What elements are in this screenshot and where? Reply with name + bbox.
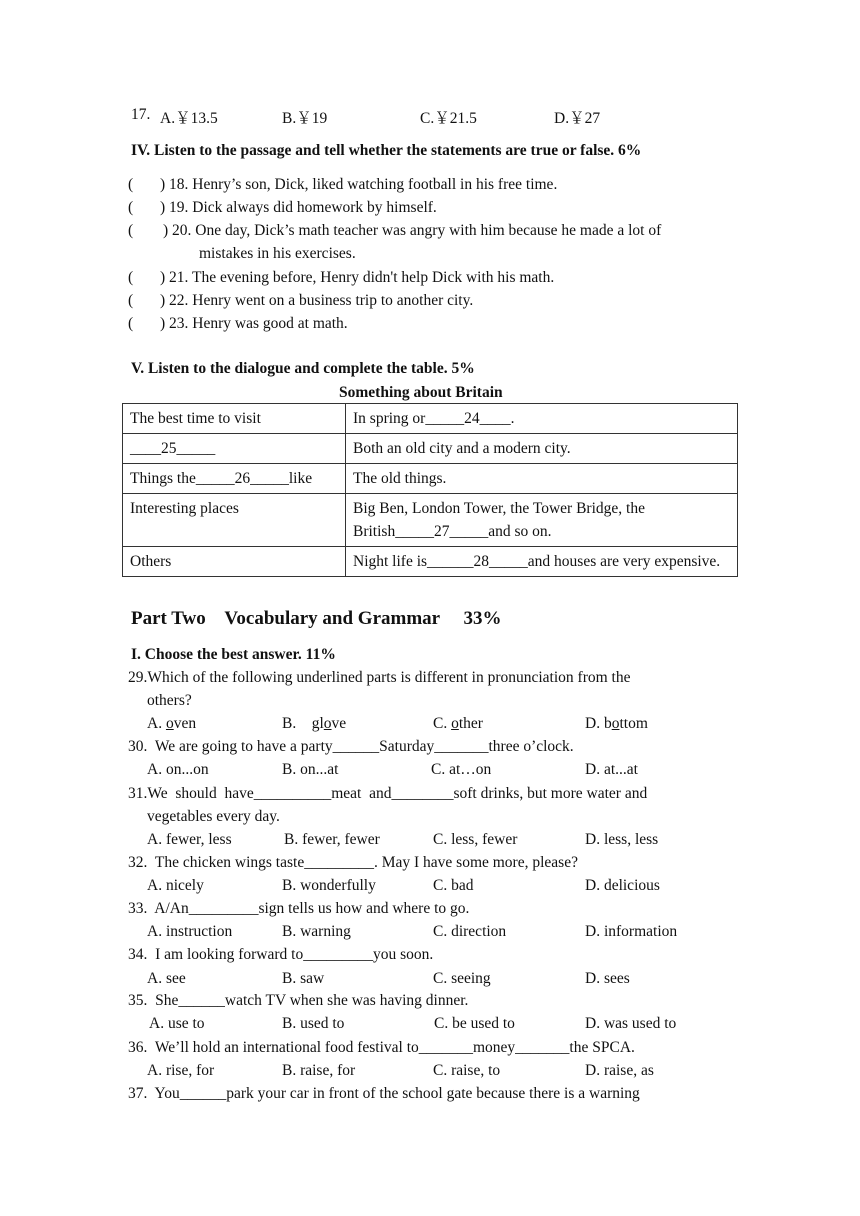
table-cell: Both an old city and a modern city. — [346, 434, 738, 464]
table-row — [123, 494, 738, 547]
britain-table — [122, 403, 738, 577]
q29-option-b: B. glove — [282, 715, 347, 732]
section-i-title: I. Choose the best answer. 11% — [131, 646, 336, 663]
tf-paren: ( — [128, 315, 134, 332]
q35-option-b: B. used to — [282, 1015, 345, 1032]
tf-item-18: ) 18. Henry’s son, Dick, liked watching football in his free time. — [160, 176, 558, 193]
question-31-cont: vegetables every day. — [147, 808, 280, 825]
table-row — [123, 404, 738, 434]
q36-option-b: B. raise, for — [282, 1062, 356, 1079]
table-title: Something about Britain — [339, 384, 503, 401]
table-cell: In spring or_____24____. — [346, 404, 738, 434]
question-30: 30. We are going to have a party______Saturday_______three o’clock. — [128, 738, 574, 755]
q33-option-a: A. instruction — [147, 923, 233, 940]
q17-option-d: D.￥27 — [554, 110, 601, 127]
question-29: 29.Which of the following underlined parts is different in pronunciation from the — [128, 669, 631, 686]
q34-option-a: A. see — [147, 970, 186, 987]
table-row — [123, 434, 738, 464]
table-cell: Night life is______28_____and houses are very expensive. — [346, 547, 738, 577]
q30-option-c: C. at…on — [431, 761, 492, 778]
section-v-title: V. Listen to the dialogue and complete the table. 5% — [131, 360, 475, 377]
q30-option-d: D. at...at — [585, 761, 638, 778]
table-cell: Things the_____26_____like — [123, 464, 346, 494]
q36-option-a: A. rise, for — [147, 1062, 215, 1079]
tf-item-23: ) 23. Henry was good at math. — [160, 315, 348, 332]
q34-option-d: D. sees — [585, 970, 630, 987]
tf-item-19: ) 19. Dick always did homework by himself. — [160, 199, 437, 216]
q30-option-a: A. on...on — [147, 761, 209, 778]
q36-option-d: D. raise, as — [585, 1062, 654, 1079]
q32-option-c: C. bad — [433, 877, 474, 894]
tf-paren: ( — [128, 176, 134, 193]
q33-option-b: B. warning — [282, 923, 351, 940]
question-36: 36. We’ll hold an international food festival to_______money_______the SPCA. — [128, 1039, 635, 1056]
q36-option-c: C. raise, to — [433, 1062, 501, 1079]
question-34: 34. I am looking forward to_________you soon. — [128, 946, 434, 963]
tf-item-20-cont: mistakes in his exercises. — [199, 245, 356, 262]
q32-option-a: A. nicely — [147, 877, 204, 894]
q31-option-a: A. fewer, less — [147, 831, 232, 848]
tf-paren: ( — [128, 222, 134, 239]
table-row — [123, 464, 738, 494]
tf-paren: ( — [128, 199, 134, 216]
q32-option-d: D. delicious — [585, 877, 660, 894]
table-cell: Big Ben, London Tower, the Tower Bridge, the British_____27_____and so on. — [346, 494, 738, 547]
tf-item-20: ) 20. One day, Dick’s math teacher was angry with him because he made a lot of — [163, 222, 662, 239]
table-cell: The best time to visit — [123, 404, 346, 434]
question-33: 33. A/An_________sign tells us how and where to go. — [128, 900, 470, 917]
q31-option-d: D. less, less — [585, 831, 659, 848]
q17-option-a: A.￥13.5 — [160, 110, 218, 127]
table-cell: The old things. — [346, 464, 738, 494]
q30-option-b: B. on...at — [282, 761, 339, 778]
q35-option-d: D. was used to — [585, 1015, 677, 1032]
tf-item-22: ) 22. Henry went on a business trip to another city. — [160, 292, 474, 309]
q35-option-c: C. be used to — [434, 1015, 515, 1032]
tf-paren: ( — [128, 292, 134, 309]
q29-option-c: C. other — [433, 715, 483, 732]
question-31: 31.We should have__________meat and________soft drinks, but more water and — [128, 785, 648, 802]
q17-number: 17. — [131, 106, 151, 123]
q34-option-c: C. seeing — [433, 970, 491, 987]
q35-option-a: A. use to — [149, 1015, 205, 1032]
q34-option-b: B. saw — [282, 970, 325, 987]
tf-item-21: ) 21. The evening before, Henry didn't help Dick with his math. — [160, 269, 555, 286]
q31-option-c: C. less, fewer — [433, 831, 518, 848]
question-35: 35. She______watch TV when she was having dinner. — [128, 992, 469, 1009]
question-32: 32. The chicken wings taste_________. May I have some more, please? — [128, 854, 578, 871]
tf-paren: ( — [128, 269, 134, 286]
q29-option-d: D. bottom — [585, 715, 648, 732]
q31-option-b: B. fewer, fewer — [284, 831, 380, 848]
table-cell: ____25_____ — [123, 434, 346, 464]
q17-option-c: C.￥21.5 — [420, 110, 477, 127]
question-29-cont: others? — [147, 692, 192, 709]
part-two-title: Part Two Vocabulary and Grammar 33% — [131, 608, 502, 629]
q17-option-b: B.￥19 — [282, 110, 328, 127]
section-iv-title: IV. Listen to the passage and tell whether the statements are true or false. 6% — [131, 142, 642, 159]
q32-option-b: B. wonderfully — [282, 877, 376, 894]
q33-option-c: C. direction — [433, 923, 507, 940]
question-37: 37. You______park your car in front of the school gate because there is a warning — [128, 1085, 640, 1102]
table-cell: Interesting places — [123, 494, 346, 547]
table-row — [123, 547, 738, 577]
q33-option-d: D. information — [585, 923, 678, 940]
q29-option-a: A. oven — [147, 715, 197, 732]
table-cell: Others — [123, 547, 346, 577]
